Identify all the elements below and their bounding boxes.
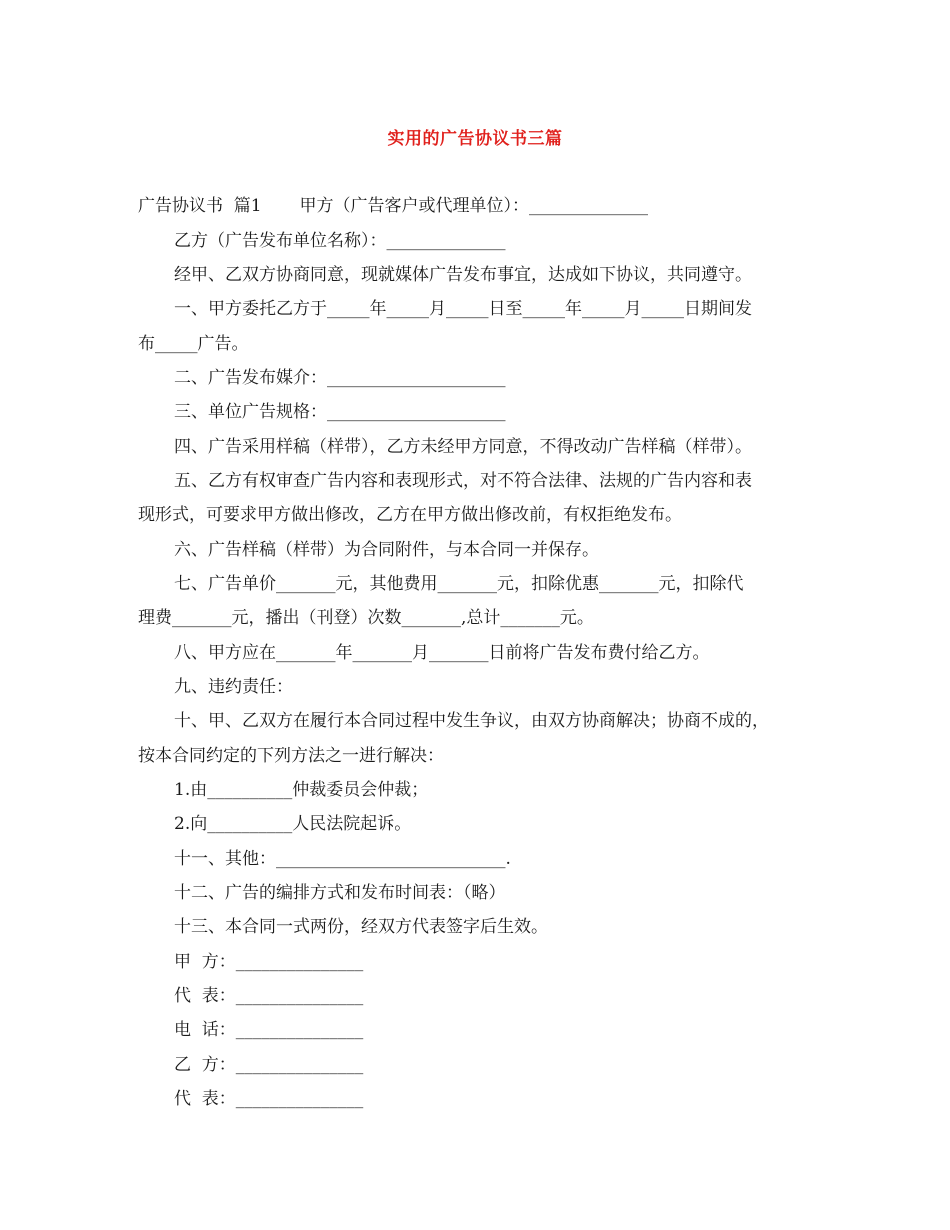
clause-9: 九、违约责任：: [174, 677, 293, 697]
party-b-line: 乙方（广告发布单位名称）：______________: [174, 231, 506, 251]
signature-party-a: 甲 方：_______________: [174, 952, 364, 972]
clause-5-line-2: 现形式，可要求甲方做出修改，乙方在甲方做出修改前，有权拒绝发布。: [138, 505, 682, 525]
intro-paragraph: 经甲、乙双方协商同意，现就媒体广告发布事宜，达成如下协议，共同遵守。: [174, 265, 752, 285]
clause-11: 十一、其他：___________________________.: [174, 849, 511, 869]
heading-party-a: 广告协议书 篇1 甲方（广告客户或代理单位）：______________: [138, 196, 648, 216]
clause-6: 六、广告样稿（样带）为合同附件，与本合同一并保存。: [174, 540, 599, 560]
clause-7-line-2: 理费_______元，播出（刊登）次数_______,总计_______元。: [138, 608, 594, 628]
clause-10-option-1: 1.由__________仲裁委员会仲裁；: [174, 780, 429, 800]
clause-1-line-1: 一、甲方委托乙方于_____年_____月_____日至_____年_____月_____日期间发: [174, 299, 752, 319]
clause-10-line-2: 按本合同约定的下列方法之一进行解决：: [138, 746, 444, 766]
clause-10-line-1: 十、甲、乙双方在履行本合同过程中发生争议，由双方协商解决；协商不成的，: [174, 711, 769, 731]
signature-representative-a: 代 表：_______________: [174, 986, 364, 1006]
clause-10-option-2: 2.向__________人民法院起诉。: [174, 814, 412, 834]
document-title: 实用的广告协议书三篇: [387, 129, 563, 149]
signature-representative-b: 代 表：_______________: [174, 1089, 364, 1109]
signature-party-b: 乙 方：_______________: [174, 1055, 364, 1075]
clause-4: 四、广告采用样稿（样带），乙方未经甲方同意，不得改动广告样稿（样带）。: [174, 437, 752, 457]
clause-1-line-2: 布_____广告。: [138, 334, 249, 354]
clause-12: 十二、广告的编排方式和发布时间表：（略）: [174, 883, 506, 903]
clause-5-line-1: 五、乙方有权审查广告内容和表现形式，对不符合法律、法规的广告内容和表: [174, 471, 752, 491]
clause-7-line-1: 七、广告单价_______元，其他费用_______元，扣除优惠_______元，扣除代: [174, 574, 744, 594]
signature-phone: 电 话：_______________: [174, 1020, 364, 1040]
clause-2: 二、广告发布媒介：_____________________: [174, 368, 506, 388]
clause-13: 十三、本合同一式两份，经双方代表签字后生效。: [174, 917, 548, 937]
clause-3: 三、单位广告规格：_____________________: [174, 402, 506, 422]
clause-8: 八、甲方应在_______年_______月_______日前将广告发布费付给乙方。: [174, 643, 710, 663]
